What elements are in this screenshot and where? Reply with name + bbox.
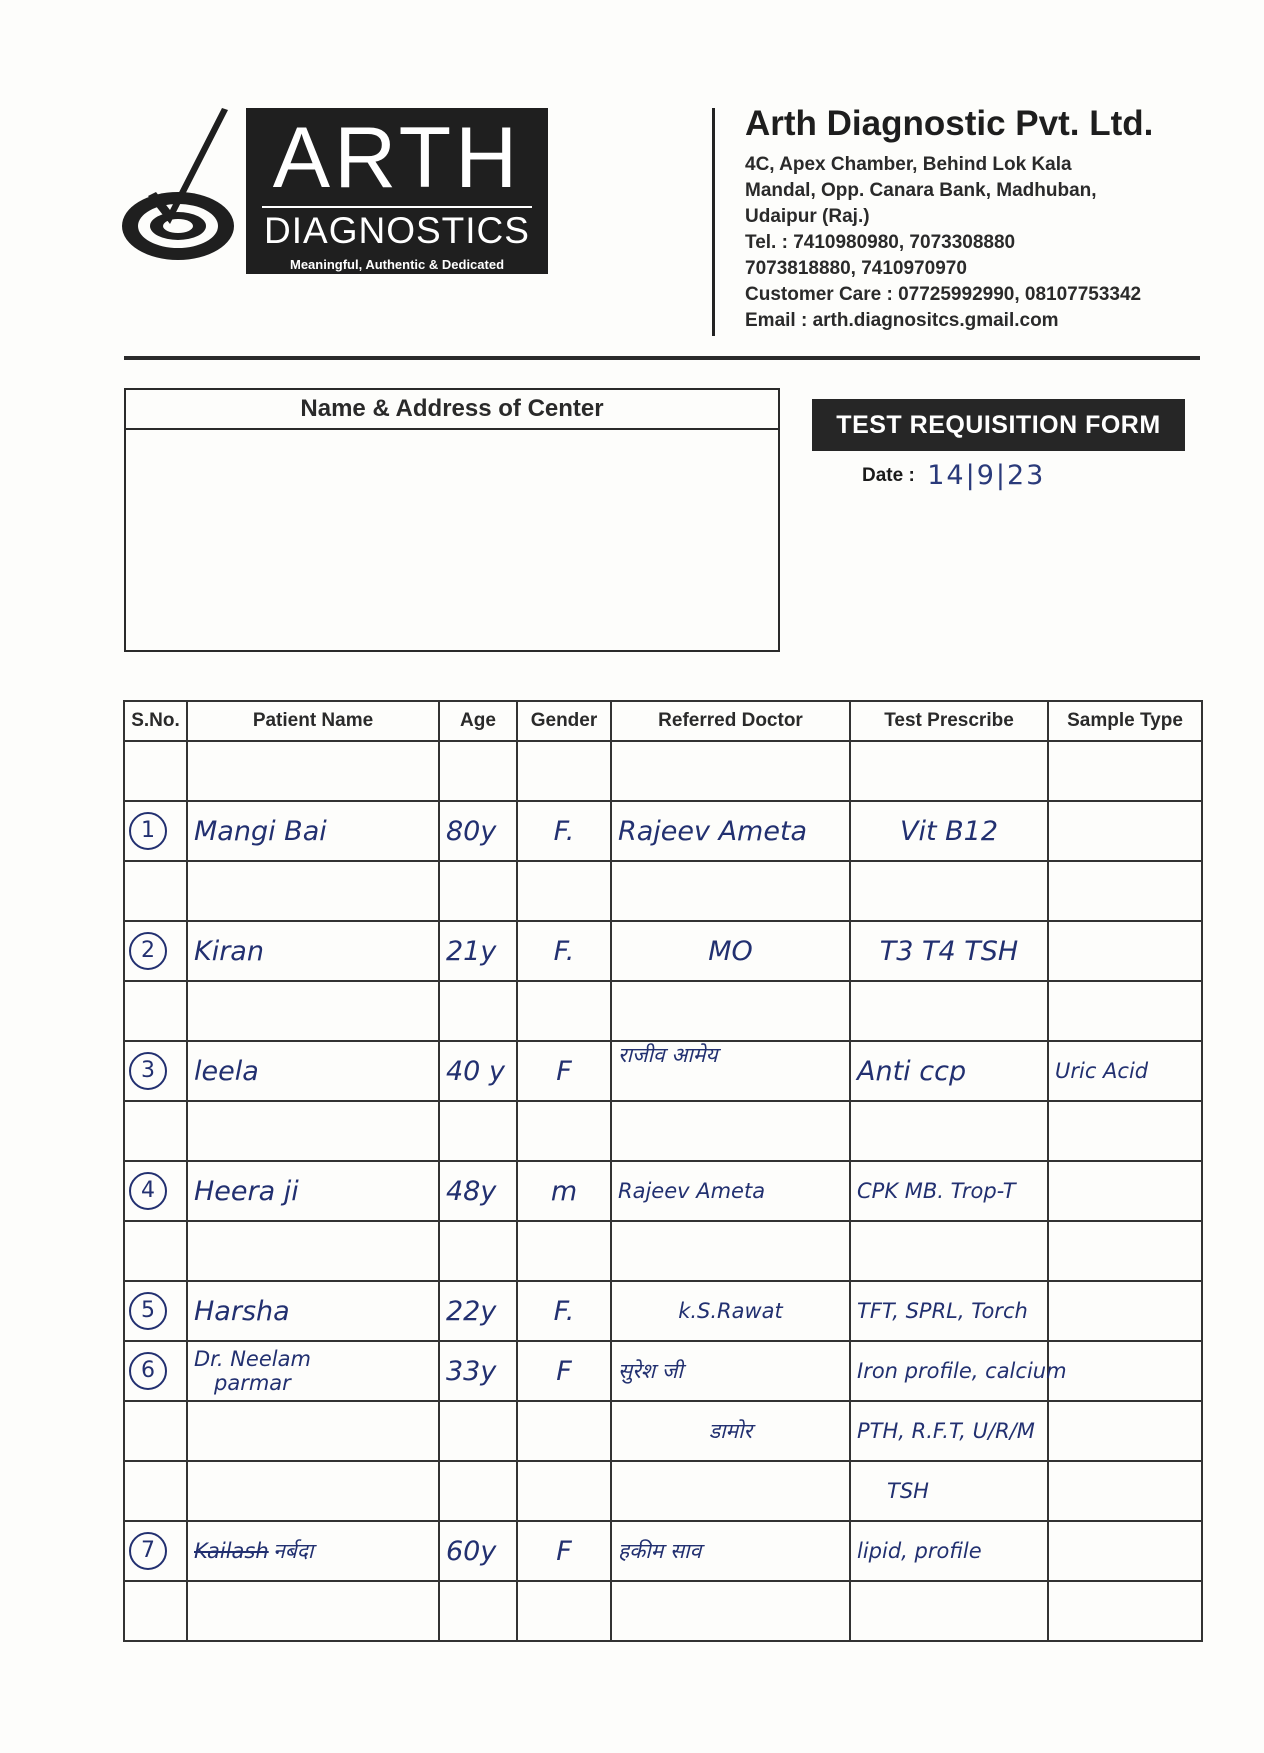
- cell[interactable]: [187, 1581, 439, 1641]
- cell[interactable]: [611, 1101, 850, 1161]
- gender-cell[interactable]: [517, 921, 611, 981]
- age: 33y: [446, 1355, 497, 1387]
- cell[interactable]: [517, 861, 611, 921]
- referred-doctor: राजीव आमेय: [618, 1043, 718, 1067]
- address-line-1: 4C, Apex Chamber, Behind Lok Kala: [745, 154, 1072, 175]
- table-row: [124, 1041, 1202, 1101]
- sample-cell[interactable]: [1048, 1521, 1202, 1581]
- cell[interactable]: [187, 1101, 439, 1161]
- cell[interactable]: [187, 861, 439, 921]
- table-row: [124, 921, 1202, 981]
- center-address-box: [124, 388, 780, 652]
- patient-name-cell[interactable]: [187, 1521, 439, 1581]
- referred-doctor: k.S.Rawat: [678, 1299, 783, 1323]
- doctor-cell[interactable]: [611, 1161, 850, 1221]
- sno-circle: 6: [129, 1352, 167, 1390]
- col-header-sample-type: Sample Type: [1048, 701, 1202, 741]
- table-row: [124, 1221, 1202, 1281]
- table-row: [124, 1101, 1202, 1161]
- test-prescribe: TFT, SPRL, Torch: [857, 1299, 1028, 1323]
- gender: F: [556, 1355, 572, 1387]
- cell[interactable]: [124, 981, 187, 1041]
- table-row: [124, 1461, 1202, 1521]
- sno-circle: 4: [129, 1172, 167, 1210]
- doctor-cell[interactable]: [611, 1521, 850, 1581]
- arth-logo: [118, 100, 548, 280]
- form-title: TEST REQUISITION FORM: [812, 399, 1185, 451]
- logo-subbrand: DIAGNOSTICS: [264, 210, 530, 251]
- table-row: [124, 801, 1202, 861]
- age: 80y: [446, 815, 497, 847]
- referred-doctor: Rajeev Ameta: [618, 815, 808, 847]
- table-header-row: [124, 701, 1202, 741]
- cell[interactable]: [517, 981, 611, 1041]
- cell[interactable]: [439, 1581, 517, 1641]
- table-row: [124, 1401, 1202, 1461]
- cell[interactable]: [187, 981, 439, 1041]
- cell[interactable]: [124, 1581, 187, 1641]
- sno-cell[interactable]: [124, 801, 187, 861]
- gender-cell[interactable]: [517, 1281, 611, 1341]
- table-row: [124, 1341, 1202, 1401]
- sno-circle: 1: [129, 812, 167, 850]
- gender-cell[interactable]: [517, 801, 611, 861]
- sno-circle: 5: [129, 1292, 167, 1330]
- cell[interactable]: [124, 1461, 187, 1521]
- col-header-test-prescribe: Test Prescribe: [850, 701, 1048, 741]
- age: 60y: [446, 1535, 497, 1567]
- sno-circle: 3: [129, 1052, 167, 1090]
- cell[interactable]: [850, 1101, 1048, 1161]
- address-line-3: Udaipur (Raj.): [745, 206, 870, 227]
- cell[interactable]: [611, 1581, 850, 1641]
- age-cell[interactable]: [439, 921, 517, 981]
- patient-name-cell[interactable]: [187, 1161, 439, 1221]
- cell[interactable]: [124, 1401, 187, 1461]
- cell[interactable]: [517, 741, 611, 801]
- test-cell[interactable]: [850, 1341, 1067, 1401]
- gender-cell[interactable]: [517, 1161, 611, 1221]
- referred-doctor: MO: [708, 935, 753, 967]
- gender-cell[interactable]: [517, 1041, 611, 1101]
- test-cell[interactable]: [850, 801, 1048, 861]
- cell[interactable]: [124, 861, 187, 921]
- header-rule: [124, 356, 1200, 360]
- table-row: [124, 1581, 1202, 1641]
- logo-brand: ARTH: [272, 110, 522, 206]
- cell[interactable]: [850, 861, 1048, 921]
- cell[interactable]: [187, 1461, 439, 1521]
- cell[interactable]: [517, 1221, 611, 1281]
- sample-cell[interactable]: [1048, 1281, 1202, 1341]
- test-prescribe: lipid, profile: [857, 1539, 982, 1563]
- cell[interactable]: [611, 1461, 850, 1521]
- sno-circle: 2: [129, 932, 167, 970]
- gender: F.: [553, 1295, 575, 1327]
- center-heading: Name & Address of Center: [126, 390, 778, 430]
- date-row: [862, 458, 1045, 498]
- patient-name: Heera ji: [194, 1175, 299, 1207]
- cell[interactable]: [124, 741, 187, 801]
- header-divider: [712, 108, 715, 336]
- cell[interactable]: [1048, 741, 1202, 801]
- logo-rule: [262, 206, 532, 208]
- sno-cell[interactable]: [124, 921, 187, 981]
- cell[interactable]: [1048, 1101, 1202, 1161]
- sno-cell[interactable]: [124, 1041, 187, 1101]
- test-prescribe: Vit B12: [899, 815, 999, 847]
- logo-tagline: Meaningful, Authentic & Dedicated: [289, 257, 505, 272]
- cell[interactable]: [124, 1221, 187, 1281]
- col-header-age: Age: [439, 701, 517, 741]
- address-line-2: Mandal, Opp. Canara Bank, Madhuban,: [745, 180, 1097, 201]
- doctor-cell[interactable]: [611, 1401, 850, 1461]
- gender-cell[interactable]: [517, 1341, 611, 1401]
- col-header-referred-doctor: Referred Doctor: [611, 701, 850, 741]
- gender: F: [556, 1535, 572, 1567]
- patient-table: [123, 700, 1203, 1642]
- age: 40 y: [446, 1055, 505, 1087]
- age: 21y: [446, 935, 497, 967]
- sample-cell[interactable]: [1048, 1161, 1202, 1221]
- company-name: Arth Diagnostic Pvt. Ltd.: [745, 104, 1154, 143]
- patient-name-cell[interactable]: [187, 1041, 439, 1101]
- tel-line-2: 7073818880, 7410970970: [745, 258, 967, 279]
- sample-cell[interactable]: [1048, 921, 1202, 981]
- logo-wordmark: [246, 108, 548, 274]
- test-cell[interactable]: [850, 1461, 1048, 1521]
- cell[interactable]: [611, 1221, 850, 1281]
- table-row: [124, 1521, 1202, 1581]
- table-row: [124, 981, 1202, 1041]
- patient-name-line2: parmar: [214, 1371, 291, 1395]
- cell[interactable]: [517, 1581, 611, 1641]
- sample-cell[interactable]: [1048, 1041, 1202, 1101]
- test-prescribe-line3: TSH: [887, 1479, 929, 1503]
- cell[interactable]: [850, 981, 1048, 1041]
- cell[interactable]: [517, 1461, 611, 1521]
- sno-cell[interactable]: [124, 1281, 187, 1341]
- cell[interactable]: [850, 741, 1048, 801]
- gender: F.: [553, 935, 575, 967]
- target-check-logo-icon: [118, 106, 238, 276]
- test-cell[interactable]: [850, 1521, 1048, 1581]
- patient-name: Dr. Neelam: [194, 1347, 311, 1371]
- doctor-cell[interactable]: [611, 1041, 850, 1101]
- cell[interactable]: [1048, 1401, 1202, 1461]
- gender-cell[interactable]: [517, 1521, 611, 1581]
- col-header-patient-name: Patient Name: [187, 701, 439, 741]
- patient-name: नर्बदा: [273, 1539, 314, 1563]
- test-prescribe: T3 T4 TSH: [879, 935, 1019, 967]
- sample-type: Uric Acid: [1055, 1059, 1149, 1083]
- age: 22y: [446, 1295, 497, 1327]
- cell[interactable]: [439, 741, 517, 801]
- doctor-cell[interactable]: [611, 1281, 850, 1341]
- test-prescribe-line2: PTH, R.F.T, U/R/M: [857, 1419, 1035, 1443]
- customer-care: Customer Care : 07725992990, 08107753342: [745, 284, 1142, 305]
- patient-name: Mangi Bai: [194, 815, 327, 847]
- col-header-sno: S.No.: [124, 701, 187, 741]
- patient-name-cell[interactable]: [187, 801, 439, 861]
- gender: F.: [553, 815, 575, 847]
- center-address-field[interactable]: [126, 430, 778, 652]
- company-info: [745, 102, 1215, 334]
- cell[interactable]: [439, 1101, 517, 1161]
- cell[interactable]: [439, 1401, 517, 1461]
- age-cell[interactable]: [439, 801, 517, 861]
- cell[interactable]: [517, 1101, 611, 1161]
- cell[interactable]: [124, 1101, 187, 1161]
- sno-cell[interactable]: [124, 1341, 187, 1401]
- patient-name-struck: Kailash: [194, 1539, 269, 1563]
- cell[interactable]: [1048, 1461, 1202, 1521]
- test-cell[interactable]: [850, 921, 1048, 981]
- cell[interactable]: [611, 741, 850, 801]
- cell[interactable]: [439, 1221, 517, 1281]
- doctor-cell[interactable]: [611, 1341, 850, 1401]
- sno-cell[interactable]: [124, 1521, 187, 1581]
- sno-circle: 7: [129, 1532, 167, 1570]
- age-cell[interactable]: [439, 1161, 517, 1221]
- age-cell[interactable]: [439, 1281, 517, 1341]
- patient-name-cell[interactable]: [187, 1281, 439, 1341]
- cell[interactable]: [187, 1401, 439, 1461]
- cell[interactable]: [1048, 861, 1202, 921]
- table-row: [124, 1161, 1202, 1221]
- test-prescribe: CPK MB. Trop-T: [857, 1179, 1016, 1203]
- cell[interactable]: [187, 1221, 439, 1281]
- table-row: [124, 741, 1202, 801]
- age-cell[interactable]: [439, 1521, 517, 1581]
- cell[interactable]: [850, 1221, 1048, 1281]
- referred-doctor: हकीम साव: [618, 1539, 702, 1563]
- gender: F: [556, 1055, 572, 1087]
- cell[interactable]: [611, 861, 850, 921]
- test-cell[interactable]: [850, 1161, 1048, 1221]
- col-header-gender: Gender: [517, 701, 611, 741]
- referred-doctor: Rajeev Ameta: [618, 1179, 766, 1203]
- date-label: Date :: [862, 465, 915, 486]
- cell[interactable]: [187, 741, 439, 801]
- cell[interactable]: [1048, 1581, 1202, 1641]
- patient-name: Harsha: [194, 1295, 290, 1327]
- cell[interactable]: [611, 981, 850, 1041]
- patient-name-cell[interactable]: [187, 1341, 439, 1401]
- date-value[interactable]: 14|9|23: [927, 460, 1046, 491]
- cell[interactable]: [850, 1581, 1048, 1641]
- email-line: Email : arth.diagnositcs.gmail.com: [745, 310, 1059, 331]
- age: 48y: [446, 1175, 497, 1207]
- table-row: [124, 861, 1202, 921]
- doctor-cell[interactable]: [611, 801, 850, 861]
- patient-name: Kiran: [194, 935, 264, 967]
- test-cell[interactable]: [850, 1041, 1048, 1101]
- tel-line-1: Tel. : 7410980980, 7073308880: [745, 232, 1016, 253]
- cell[interactable]: [517, 1401, 611, 1461]
- sample-cell[interactable]: [1048, 1341, 1202, 1401]
- age-cell[interactable]: [439, 1041, 517, 1101]
- cell[interactable]: [1048, 1221, 1202, 1281]
- sample-cell[interactable]: [1048, 801, 1202, 861]
- doctor-cell[interactable]: [611, 921, 850, 981]
- cell[interactable]: [439, 861, 517, 921]
- referred-doctor-line2: डामोर: [708, 1419, 753, 1443]
- test-cell[interactable]: [850, 1401, 1048, 1461]
- test-prescribe: Anti ccp: [857, 1055, 967, 1087]
- cell[interactable]: [1048, 981, 1202, 1041]
- sno-cell[interactable]: [124, 1161, 187, 1221]
- test-prescribe: Iron profile, calcium: [857, 1359, 1067, 1383]
- age-cell[interactable]: [439, 1341, 517, 1401]
- table-row: [124, 1281, 1202, 1341]
- cell[interactable]: [439, 981, 517, 1041]
- test-cell[interactable]: [850, 1281, 1048, 1341]
- cell[interactable]: [439, 1461, 517, 1521]
- gender: m: [550, 1175, 578, 1207]
- patient-name-cell[interactable]: [187, 921, 439, 981]
- referred-doctor: सुरेश जी: [618, 1359, 683, 1383]
- patient-name: leela: [194, 1055, 259, 1087]
